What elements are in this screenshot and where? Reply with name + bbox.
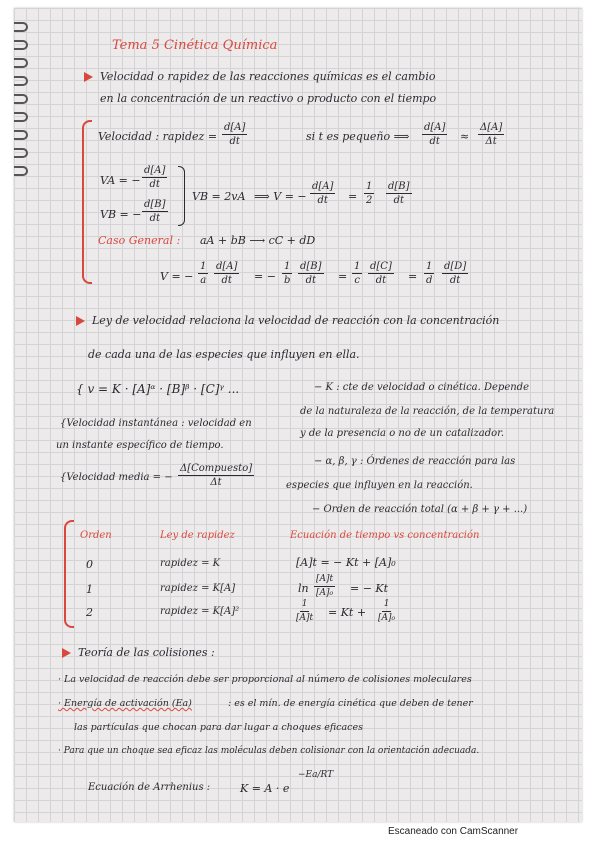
k-description-1: − K : cte de velocidad o cinética. Depende <box>314 382 530 393</box>
table-brace <box>64 520 74 628</box>
fraction-ln: $\frac{[A]t}{\text{[A]₀}}$ <box>316 574 334 598</box>
fraction-half: $\frac{1}{2}$ <box>366 181 373 206</box>
section2-line2: de cada una de las especies que influyen en ella. <box>88 348 360 361</box>
spiral-ring <box>14 22 28 32</box>
table-row-order: 1 <box>86 583 93 596</box>
approx-sign: ≈ <box>460 130 470 143</box>
fraction-vb: $\frac{d[B]}{dt}$ <box>144 199 166 224</box>
section1-line2: en la concentración de un reactivo o producto con el tiempo <box>100 92 437 105</box>
fraction-dA-dt-2: $\frac{d[A]}{dt}$ <box>424 122 446 147</box>
section2-line1: Ley de velocidad relaciona la velocidad de reacción con la concentración <box>92 314 500 327</box>
table-row-equation: = − Kt <box>350 582 389 595</box>
page-title: Tema 5 Cinética Química <box>112 38 278 53</box>
left-brace <box>82 120 92 284</box>
spiral-ring <box>14 76 28 86</box>
spiral-ring <box>14 166 28 176</box>
table-header-equation: Ecuación de tiempo vs concentración <box>290 530 480 541</box>
general-case-label: Caso General : <box>98 234 181 247</box>
k-description-3: y de la presencia o no de un catalizador. <box>300 428 505 439</box>
instant-rate-2: un instante específico de tiempo. <box>56 440 224 451</box>
va-label: VA = − <box>100 174 141 187</box>
bullet-arrow-icon <box>84 72 93 82</box>
scanner-caption: Escaneado con CamScanner <box>388 826 519 837</box>
spiral-ring <box>14 130 28 140</box>
arrhenius-equation: K = A · e <box>240 782 290 795</box>
fraction-inv-At: $\frac{1}{[A]t}$ <box>296 599 314 623</box>
coef-c: $\frac{1}{c}$ <box>354 261 361 286</box>
equal-sign: = <box>348 190 358 203</box>
small-t-condition: si t es pequeño ⟹ <box>306 130 410 143</box>
fraction-va: $\frac{d[A]}{dt}$ <box>144 165 166 190</box>
table-row-ln: ln <box>298 582 309 595</box>
rate-definition-label: Velocidad : rapidez = <box>98 130 218 143</box>
table-row-order: 0 <box>86 558 93 571</box>
fraction-dA-dt: $\frac{d[A]}{dt}$ <box>224 122 246 147</box>
fraction-mean-rate: Δ[Compuesto] Δt <box>180 463 253 488</box>
eq-sign: = <box>338 270 348 283</box>
activation-energy-desc: : es el mín. de energía cinética que deben de tener <box>228 698 473 709</box>
fraction-gen-a: $\frac{d[A]}{dt}$ <box>216 261 238 286</box>
spiral-ring <box>14 112 28 122</box>
instant-rate-1: {Velocidad instantánea : velocidad en <box>60 418 252 429</box>
activation-energy-term: · Energía de activación (Ea) <box>58 698 192 709</box>
orders-desc-3: − Orden de reacción total (α + β + γ + ...) <box>312 504 528 515</box>
table-header-law: Ley de rapidez <box>160 530 235 541</box>
general-v: V = − <box>160 270 194 283</box>
collision-bullet-3: las partículas que chocan para dar lugar a choques eficaces <box>74 722 363 733</box>
fraction-v-a: $\frac{d[A]}{dt}$ <box>312 181 334 206</box>
fraction-v-b: $\frac{d[B]}{dt}$ <box>388 181 410 206</box>
general-reaction: aA + bB ⟶ cC + dD <box>200 234 316 247</box>
table-header-order: Orden <box>80 530 112 541</box>
arrhenius-exponent: −Ea/RT <box>298 770 334 780</box>
table-row-equation: = Kt + <box>328 606 367 619</box>
spiral-ring <box>14 40 28 50</box>
bullet-arrow-icon <box>62 648 71 658</box>
coef-d: $\frac{1}{d}$ <box>425 261 433 286</box>
vb-label: VB = − <box>100 208 142 221</box>
v-arrow: ⟹ V = − <box>254 190 307 203</box>
minus-eq: = − <box>254 270 276 283</box>
spiral-ring <box>14 148 28 158</box>
spiral-ring <box>14 94 28 104</box>
coef-a: $\frac{1}{a}$ <box>200 261 207 286</box>
collision-bullet-1: · La velocidad de reacción debe ser proporcional al número de colisiones moleculares <box>58 674 472 685</box>
table-row-law: rapidez = K <box>160 558 221 569</box>
collision-bullet-4: · Para que un choque sea eficaz las moléculas deben colisionar con la orientación adecuada. <box>58 746 480 756</box>
k-description-2: de la naturaleza de la reacción, de la temperatura <box>300 406 555 417</box>
spiral-ring <box>14 58 28 68</box>
orders-desc-1: − α, β, γ : Órdenes de reacción para las <box>314 456 516 467</box>
section1-line1: Velocidad o rapidez de las reacciones químicas es el cambio <box>100 70 436 83</box>
fraction-gen-d: $\frac{d[D]}{dt}$ <box>444 261 467 286</box>
orders-desc-2: especies que influyen en la reacción. <box>286 480 473 491</box>
fraction-inv-A0: $\frac{1}{\text{[A]₀}}$ <box>378 599 396 623</box>
notebook-page <box>14 8 582 822</box>
rate-law: { v = K · [A]ᵅ · [B]ᵝ · [C]ᵞ ... <box>76 382 240 396</box>
vb-relation: VB = 2vA <box>192 190 246 203</box>
fraction-gen-b: $\frac{d[B]}{dt}$ <box>300 261 322 286</box>
table-row-equation: [A]t = − Kt + [A]₀ <box>296 556 396 569</box>
mean-rate-label: {Velocidad media = − <box>60 472 173 483</box>
table-row-law: rapidez = K[A]² <box>160 606 240 617</box>
fraction-gen-c: $\frac{d[C]}{dt}$ <box>370 261 392 286</box>
coef-b: $\frac{1}{b}$ <box>283 261 291 286</box>
table-row-law: rapidez = K[A] <box>160 583 236 594</box>
right-brace <box>178 166 185 226</box>
table-row-order: 2 <box>86 606 93 619</box>
bullet-arrow-icon <box>76 316 85 326</box>
collision-theory-title: Teoría de las colisiones : <box>78 646 215 659</box>
fraction-delta: $\frac{\Delta[A]}{\Delta t}$ <box>480 122 503 147</box>
eq-sign: = <box>408 270 418 283</box>
arrhenius-label: Ecuación de Arrhenius : <box>88 782 211 793</box>
